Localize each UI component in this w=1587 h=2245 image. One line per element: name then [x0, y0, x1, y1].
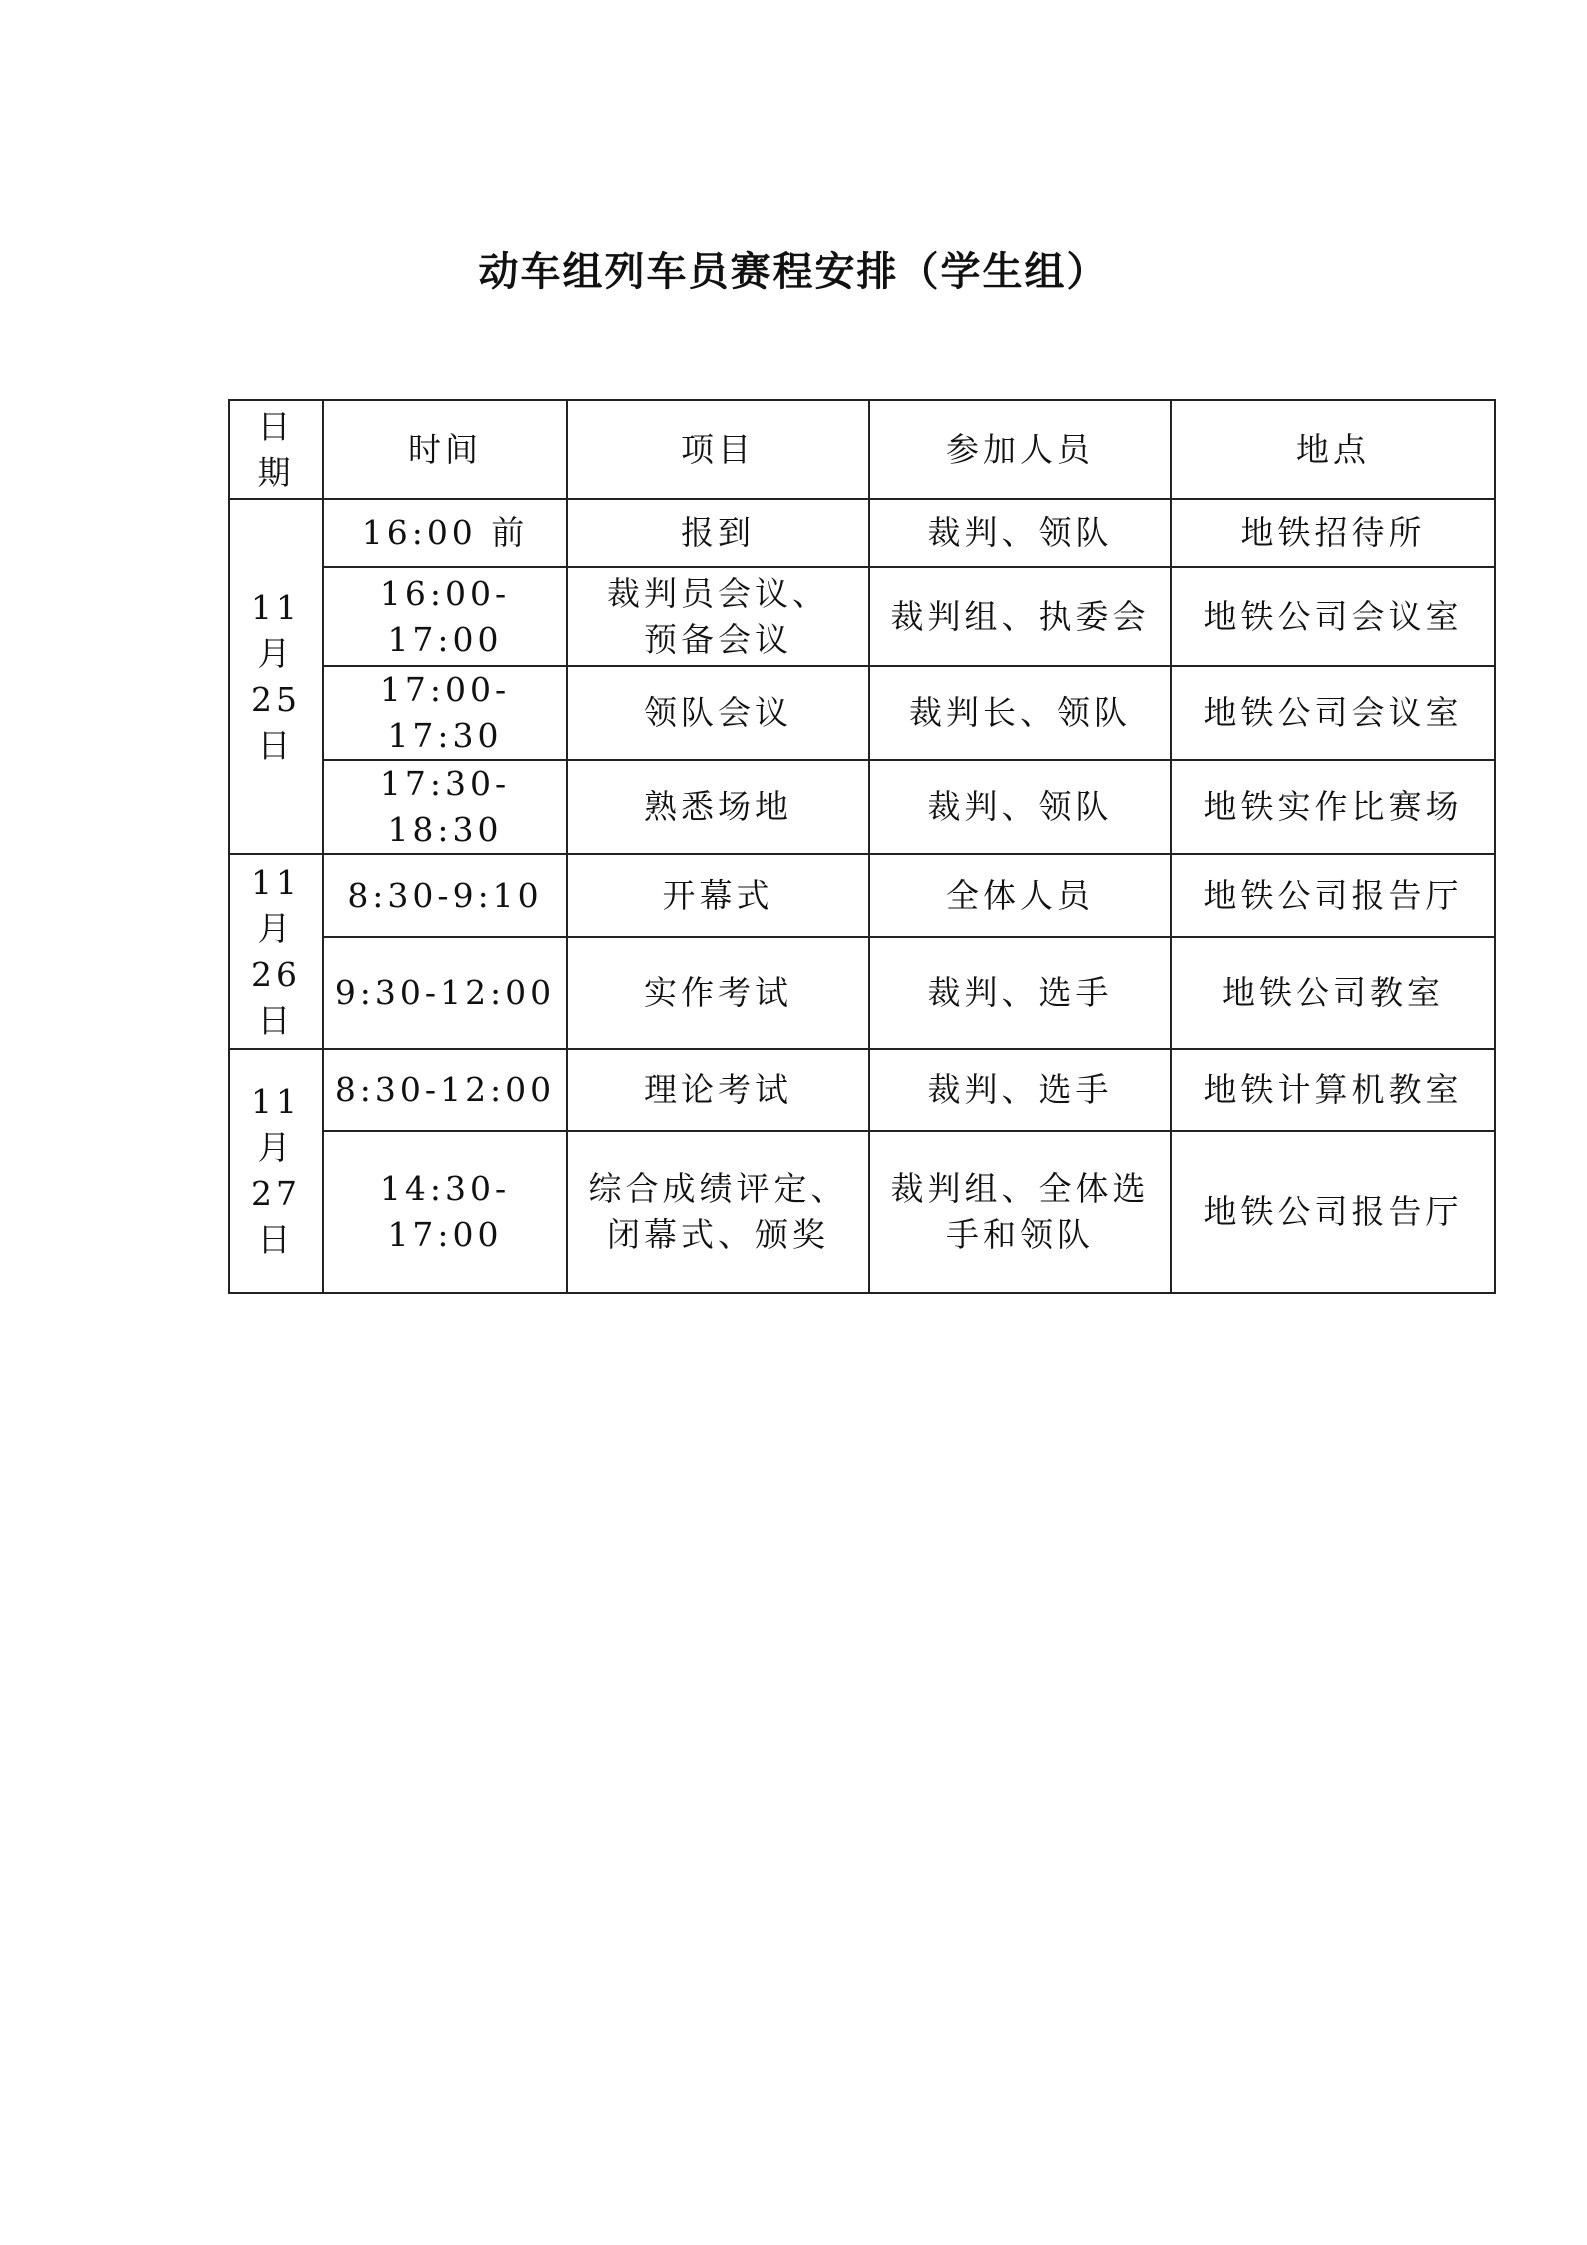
item-cell: 实作考试: [567, 937, 869, 1049]
document-title: 动车组列车员赛程安排（学生组）: [478, 249, 1109, 295]
participants-cell: 裁判、领队: [869, 499, 1171, 567]
time-cell: 17:30-18:30: [323, 760, 567, 854]
time-cell: 9:30-12:00: [323, 937, 567, 1049]
date-part: 11: [251, 587, 301, 627]
location-cell: 地铁公司会议室: [1171, 666, 1495, 760]
date-cell-day1: [229, 499, 323, 854]
participants-cell: 裁判长、领队: [869, 666, 1171, 760]
header-row: [229, 400, 1495, 499]
time-cell: 16:00-17:00: [323, 567, 567, 666]
date-part: 11: [251, 1082, 301, 1121]
item-cell: 报到: [567, 499, 869, 567]
header-date: [229, 400, 323, 499]
participants-cell: 裁判、领队: [869, 760, 1171, 854]
time-cell: 17:00-17:30: [323, 666, 567, 760]
item-cell: 理论考试: [567, 1049, 869, 1131]
table-row: [229, 666, 1495, 760]
date-part: 月: [257, 908, 295, 948]
location-cell: 地铁实作比赛场: [1171, 760, 1495, 854]
date-cell-day3: [229, 1049, 323, 1293]
time-cell: 14:30-17:00: [323, 1131, 567, 1293]
item-cell: 开幕式: [567, 854, 869, 937]
participants-cell: 裁判、选手: [869, 1049, 1171, 1131]
time-cell: 16:00 前: [323, 499, 567, 567]
header-date-char: 期: [257, 452, 295, 492]
participants-cell: 裁判组、全体选 手和领队: [869, 1131, 1171, 1293]
date-part: 26: [251, 954, 301, 994]
location-cell: 地铁公司报告厅: [1171, 1131, 1495, 1293]
date-part: 月: [257, 633, 295, 673]
header-participants: 参加人员: [869, 400, 1171, 499]
table-row: [229, 567, 1495, 666]
location-cell: 地铁公司教室: [1171, 937, 1495, 1049]
table-row: [229, 854, 1495, 937]
participants-cell: 裁判组、执委会: [869, 567, 1171, 666]
location-cell: 地铁计算机教室: [1171, 1049, 1495, 1131]
date-part: 日: [257, 725, 295, 765]
date-cell-day2: [229, 854, 323, 1049]
participants-cell: 全体人员: [869, 854, 1171, 937]
date-part: 11: [251, 862, 301, 902]
date-part: 日: [257, 1220, 295, 1259]
date-part: 日: [257, 1000, 295, 1040]
schedule-table: [228, 399, 1496, 1294]
table-row: [229, 760, 1495, 854]
header-item: 项目: [567, 400, 869, 499]
table-row: [229, 499, 1495, 567]
header-location: 地点: [1171, 400, 1495, 499]
header-time: 时间: [323, 400, 567, 499]
item-cell: 裁判员会议、 预备会议: [567, 567, 869, 666]
item-cell: 领队会议: [567, 666, 869, 760]
table-row: [229, 937, 1495, 1049]
header-date-char: 日: [257, 406, 295, 446]
location-cell: 地铁公司会议室: [1171, 567, 1495, 666]
table-row: [229, 1049, 1495, 1131]
table-row: [229, 1131, 1495, 1293]
location-cell: 地铁招待所: [1171, 499, 1495, 567]
date-part: 25: [251, 679, 301, 719]
date-part: 27: [251, 1174, 301, 1213]
time-cell: 8:30-9:10: [323, 854, 567, 937]
participants-cell: 裁判、选手: [869, 937, 1171, 1049]
item-cell: 熟悉场地: [567, 760, 869, 854]
date-part: 月: [257, 1128, 295, 1167]
location-cell: 地铁公司报告厅: [1171, 854, 1495, 937]
item-cell: 综合成绩评定、 闭幕式、颁奖: [567, 1131, 869, 1293]
time-cell: 8:30-12:00: [323, 1049, 567, 1131]
